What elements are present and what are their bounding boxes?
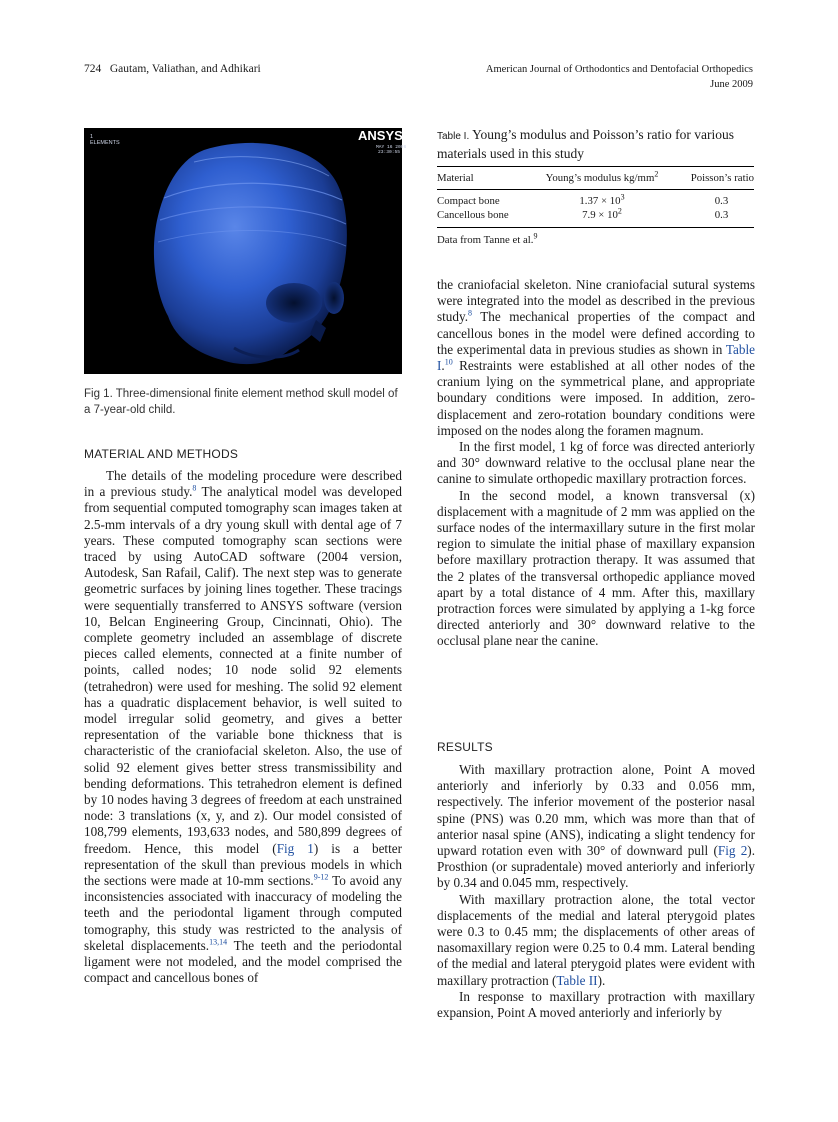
section-heading-results: RESULTS (437, 740, 493, 754)
results-column (437, 762, 755, 1021)
issue-date: June 2009 (710, 79, 753, 90)
table-cell-material: Cancellous bone (437, 209, 509, 221)
citation-9-12[interactable]: 9-12 (313, 872, 329, 882)
table-cell-material: Compact bone (437, 195, 500, 207)
methods-paragraph: The details of the modeling procedure were described in a previous study.$^8$ The analytical model was developed from sequential computed tomography scan images taken at 2.5-mm intervals of a dry young skull with dental age of 7 years. These computed tomography scan sections were traced by using AutoCAD software (2004 version, Autodesk, San Rafail, Calif). The next step was to generate geometric surfaces by joining lines together. These tracings were sequentially transferred to ANSYS software (version 10, Belcan Engineering Group, Cincinnati, Ohio). The complete geometry included an assemblage of discrete pieces called elements, connected at a finite number of points, called nodes; 10 node solid 92 elements (tetrahedron) were used for meshing. The solid 92 element has a quadratic displacement behavior, is well suited to model irregular solid geometry, and gives a better representation of the variable bone thickness that is characteristic of the craniofacial skeleton. Also, the use of solid 92 element gives better stress transmissibility and bending deformations. This tetrahedron element is defined by 10 nodes having 3 degrees of freedom at each unstrained node: 3 translations (x, y, and z). Our model consisted of 108,799 elements, 193,633 nodes, and 580,899 degrees of freedom. Hence, this model (Fig 1) is a better representation of the skull than previous models in which the sections were made at 10-mm sections.$^{9-12}$ To avoid any inconsistencies associated with inaccuracy of modeling the teeth and the periodontal ligament through computed tomography, this study was restricted to the analysis of skeletal displacements.$^{13,14}$ The teeth and the periodontal ligament were not modeled, and the model comprised the compact and cancellous bones of (84, 468, 403, 986)
skull-model-figure (84, 128, 407, 374)
figure-stamp-time: 23:30:55 (378, 150, 401, 155)
table-caption (437, 126, 755, 162)
table-title: Young’s modulus and Poisson’s ratio for various materials used in this study (437, 127, 735, 161)
figure-caption: Fig 1. Three-dimensional finite element method skull model of a 7-year-old child. (84, 388, 398, 416)
table2-link[interactable]: Table II (556, 972, 598, 988)
citation-13-14[interactable]: 13,14 (209, 937, 228, 947)
table-row (437, 208, 754, 222)
methods-paragraph-continued: the craniofacial skeleton. Nine craniofacial sutural systems were integrated into the model as described in the previous study.$^8$ The mechanical properties of the compact and cancellous bones in the model were defined according to the experimental data in previous studies as shown in Table I.$^{10}$ Restraints were established at all other nodes of the cranium lying on the symmetrical plane, and appropriate boundary conditions were imposed. In addition, zero-displacement and zero-rotation boundary conditions were imposed on the nodes along the foramen magnum. (437, 277, 755, 438)
first-model-paragraph: In the first model, 1 kg of force was directed anteriorly and 30° downward relative to the occlusal plane near the canine to simulate orthopedic maxillary protraction forces. (437, 439, 755, 487)
table-col-poisson: Poisson’s ratio (690, 172, 754, 184)
table-header-row (437, 167, 754, 189)
journal-title: American Journal of Orthodontics and Dentofacial Orthopedics (485, 64, 753, 75)
table-cell-modulus: $1.37 \times 10^3$ (579, 192, 625, 207)
table-col-material: Material (437, 172, 474, 184)
fig2-link[interactable]: Fig 2 (717, 843, 748, 859)
citation-10[interactable]: 10 (444, 357, 453, 367)
second-model-paragraph: In the second model, a known transversal (x) displacement with a magnitude of 2 mm was applied on the surface nodes of the intermaxillary suture in the first molar region to simulate the initial phase of maxillary expansion before maxillary protraction therapy. It was assumed that the 2 plates of the transversal orthopedic appliance moved apart by a total distance of 4 mm. After this, maxillary protraction forces were simulated by applying a 1-kg force directed anteriorly and 30° downward relative to the occlusal plane near the canine. (437, 487, 755, 649)
results-paragraph: With maxillary protraction alone, the total vector displacements of the medial and lateral pterygoid plates were 0.3 to 0.45 mm; the displacements of other areas of nasomaxillary region were 0.25 to 0.4 mm. Lateral bending of the medial and lateral pterygoid plates were evident with maxillary protraction (Table II). (437, 891, 755, 988)
table-cell-modulus: $7.9 \times 10^2$ (582, 206, 622, 221)
table1-link[interactable]: Table I (437, 341, 755, 374)
running-header-left: 724 Gautam, Valiathan, and Adhikari (84, 63, 261, 75)
figure-corner-label: ELEMENTS (90, 140, 120, 146)
table-row (437, 194, 754, 208)
table-cell-ratio: 0.3 (714, 195, 729, 207)
results-paragraph: With maxillary protraction alone, Point A moved anteriorly and inferiorly by 0.33 and 0.056 mm, respectively. The inferior movement of the posterior nasal spine (PNS) was 0.20 mm, which was more than that of anterior nasal spine (ANS), indicating a slight tendency for upward rotation even with 30° of downward pull (Fig 2). Prosthion (or supradentale) moved anteriorly and inferiorly by 0.34 and 0.045 mm, respectively. (437, 762, 755, 891)
figure-stamp-date: MAY 16 2006 (376, 145, 407, 150)
methods-column-continued (437, 277, 755, 650)
ansys-logo: ANSYS (358, 128, 403, 143)
table-label: Table I. (437, 131, 470, 142)
table-col-modulus: Young’s modulus $kg/mm^2$ (545, 169, 659, 184)
figure-corner-number: 1 (90, 134, 94, 140)
table-footnote: Data from Tanne et al.$^9$ (437, 231, 538, 246)
table-young-modulus (437, 166, 754, 246)
fig1-link[interactable]: Fig 1 (276, 840, 314, 856)
skull-shape (154, 143, 347, 364)
skull-model-image (84, 128, 407, 374)
orbit-left (324, 282, 344, 314)
running-header-right (486, 62, 753, 92)
citation-8[interactable]: 8 (192, 483, 197, 493)
table-cell-ratio: 0.3 (714, 209, 729, 221)
section-heading-methods: MATERIAL AND METHODS (84, 447, 239, 461)
results-paragraph: In response to maxillary protraction with maxillary expansion, Point A moved anteriorly and inferiorly by (437, 988, 755, 1021)
methods-column (84, 468, 402, 987)
orbit-right (266, 283, 322, 323)
citation-8[interactable]: 8 (468, 309, 473, 319)
